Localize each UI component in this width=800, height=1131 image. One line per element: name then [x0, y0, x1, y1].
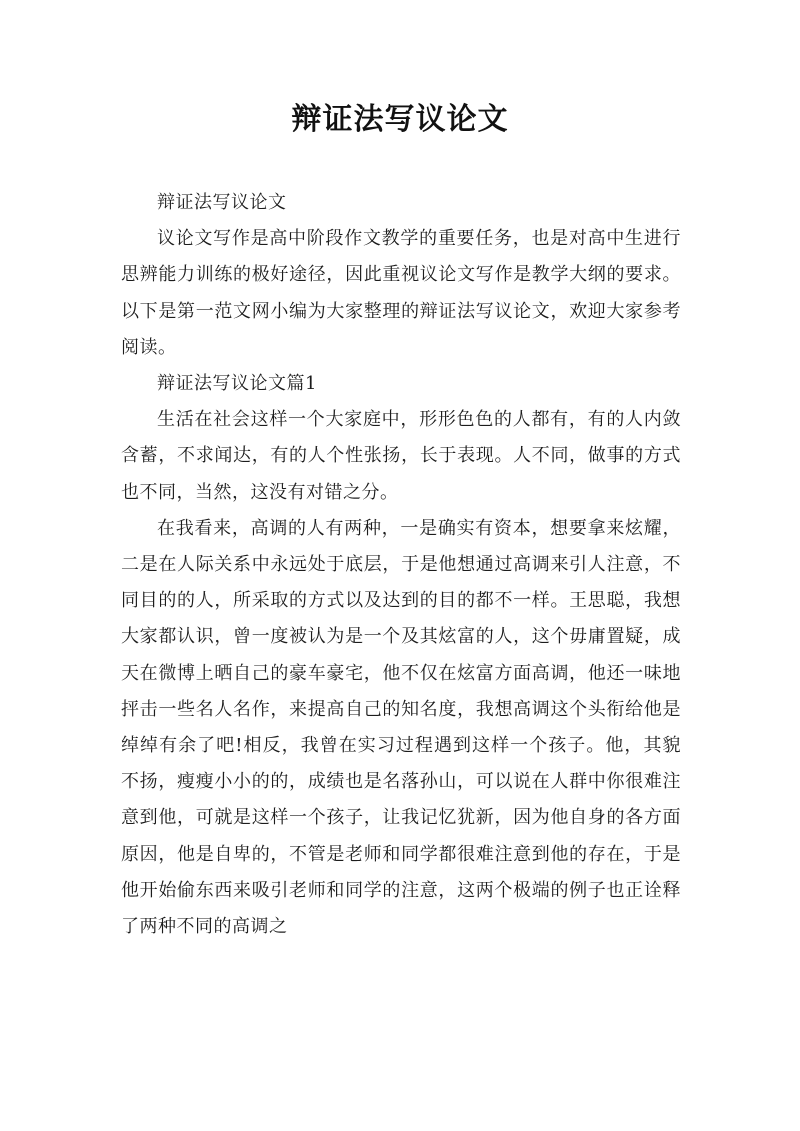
paragraph-subtitle: 辩证法写议论文 — [157, 192, 287, 213]
paragraph-body: 生活在社会这样一个大家庭中，形形色色的人都有，有的人内敛含蓄，不求闻达，有的人个性张扬，长于表现。人不同，做事的方式也不同，当然，这没有对错之分。 — [121, 409, 681, 503]
document-body — [121, 185, 681, 945]
paragraph-section-heading: 辩证法写议论文篇1 — [157, 373, 317, 395]
paragraph-intro: 议论文写作是高中阶段作文教学的重要任务，也是对高中生进行思辨能力训练的极好途径，因此重视议论文写作是教学大纲的要求。以下是第一范文网小编为大家整理的辩证法写议论文，欢迎大家参考阅读。 — [121, 228, 681, 358]
paragraph-body: 在我看来，高调的人有两种，一是确实有资本，想要拿来炫耀，二是在人际关系中永远处于底层，于是他想通过高调来引人注意，不同目的的人，所采取的方式以及达到的目的都不一样。王思聪，我想大家都认识，曾一度被认为是一个及其炫富的人，这个毋庸置疑，成天在微博上晒自己的豪车豪宅，他不仅在炫富方面高调，他还一味地抨击一些名人名作，来提高自己的知名度，我想高调这个头衔给他是绰绰有余了吧!相反，我曾在实习过程遇到这样一个孩子。他，其貌不扬，瘦瘦小小的的，成绩也是名落孙山，可以说在人群中你很难注意到他，可就是这样一个孩子，让我记忆犹新，因为他自身的各方面原因，他是自卑的，不管是老师和同学都很难注意到他的存在，于是他开始偷东西来吸引老师和同学的注意，这两个极端的例子也正诠释了两种不同的高调之 — [121, 517, 681, 938]
document-title: 辩证法写议论文 — [291, 102, 509, 137]
